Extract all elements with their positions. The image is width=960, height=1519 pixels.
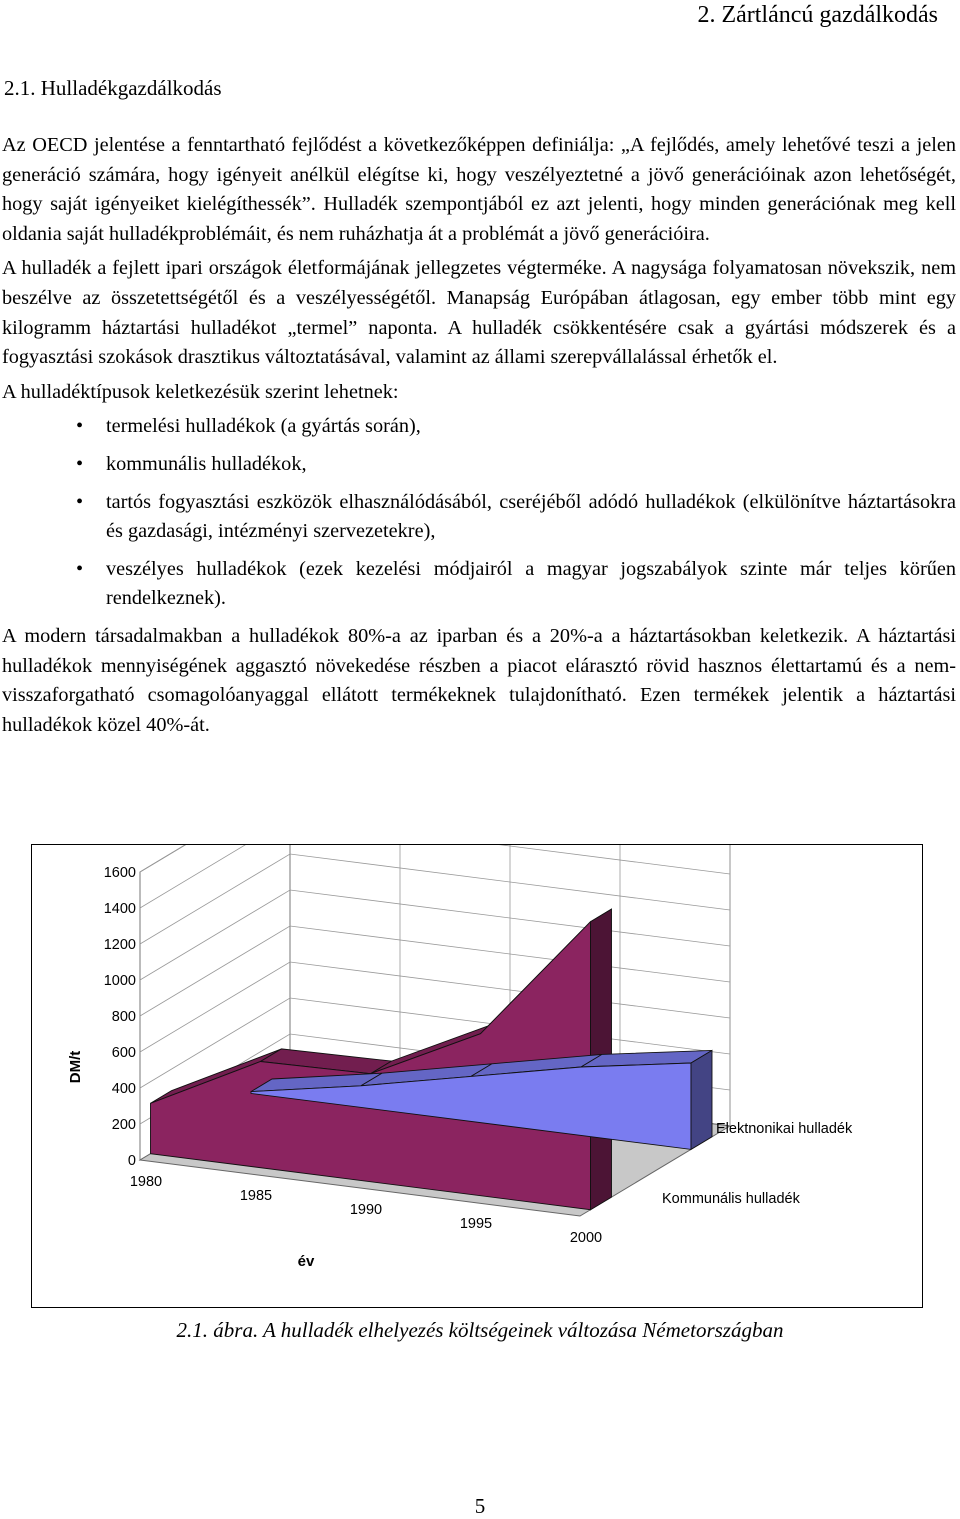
list-item: • kommunális hulladékok, [2,450,956,480]
paragraph-modern-societies: A modern társadalmakban a hulladékok 80%-a az iparban és a 20%-a a háztartásokban keletkezik. A háztartási hulladékok mennyiségének aggasztó növekedése részben a piacot elárasztó rövid hasznos élettartamú és a nem-visszaforgatható csomagolóanyaggal ellátott termékeknek tulajdonítható. Ezen termékek jelentik a háztartási hulladékok közel 40%-át. [2,624,956,736]
x-tick-label: 1990 [349,1202,383,1218]
section-title: 2.1. Hulladékgazdálkodás [4,76,222,100]
series-label: Kommunális hulladék [662,1191,800,1207]
y-tick-label: 200 [111,1117,136,1133]
x-tick-label: 1980 [129,1174,163,1190]
bullet-icon: • [76,415,84,438]
paragraph-waste-growth: A hulladék a fejlett ipari országok életformájának jellegzetes végterméke. A nagysága folyamatosan növekszik, nem beszélve az összetettségétől és a veszélyességétől. Manapság Európában átlagosan, egy ember több mint egy kilogramm háztartási hulladékot „termel” naponta. A hulladék csökkentésére csak a gyártási módszerek és a fogyasztási szokások drasztikus változtatásával, valamint az állami szerepvállalással érhetők el. [2,257,956,369]
paragraph-oecd: Az OECD jelentése a fenntartható fejlődést a következőképpen definiálja: „A fejlődés, amely lehetővé teszi a jelen generáció számára, hogy igényeit anélkül elégítse ki, hogy veszélyeztetné a jövő generációinak azon lehetőségét, hogy saját igényeiket kielégíthessék”. Hulladék szempontjából ez azt jelenti, hogy minden generációnak meg kell oldania saját hulladékproblémáit, és nem ruházhatja át a problémát a jövő generációira. [2,134,956,245]
y-tick-label: 0 [127,1153,136,1169]
page-number: 5 [474,1494,486,1518]
chart-series-end [691,1050,712,1149]
y-tick-label: 1600 [103,865,136,881]
y-tick-label: 1000 [103,973,136,989]
chart [32,845,922,1307]
figure-caption: 2.1. ábra. A hulladék elhelyezés költségeinek változása Németországban [176,1318,784,1342]
paragraph-waste-types-intro: A hulladéktípusok keletkezésük szerint lehetnek: [2,380,399,403]
bullet-icon: • [76,452,84,475]
x-tick-label: 1995 [459,1216,493,1232]
bullet-icon: • [76,490,84,513]
y-tick-label: 1200 [103,937,136,953]
chapter-title: 2. Zártláncú gazdálkodás [697,2,938,28]
chart-figure [31,844,923,1308]
x-axis-label: év [297,1253,315,1270]
y-axis-label: DM/t [67,1050,84,1084]
series-label: Elektnonikai hulladék [716,1121,853,1137]
list-item: • tartós fogyasztási eszközök elhasználódásából, cseréjéből adódó hulladékok (elkülönítve háztartásokra és gazdasági, intézményi szervezetekre), [2,488,956,547]
list-item: • termelési hulladékok (a gyártás során), [2,412,956,442]
waste-type-list [2,412,956,614]
body-text [2,131,956,745]
y-tick-label: 1400 [103,901,136,917]
y-tick-label: 600 [111,1045,136,1061]
x-tick-label: 1985 [239,1188,273,1204]
bullet-icon: • [76,557,84,580]
x-tick-label: 2000 [569,1230,603,1246]
y-tick-label: 400 [111,1081,136,1097]
list-item: • veszélyes hulladékok (ezek kezelési módjairól a magyar jogszabályok szinte már teljes körűen rendelkeznek). [2,555,956,614]
y-tick-label: 800 [111,1009,136,1025]
